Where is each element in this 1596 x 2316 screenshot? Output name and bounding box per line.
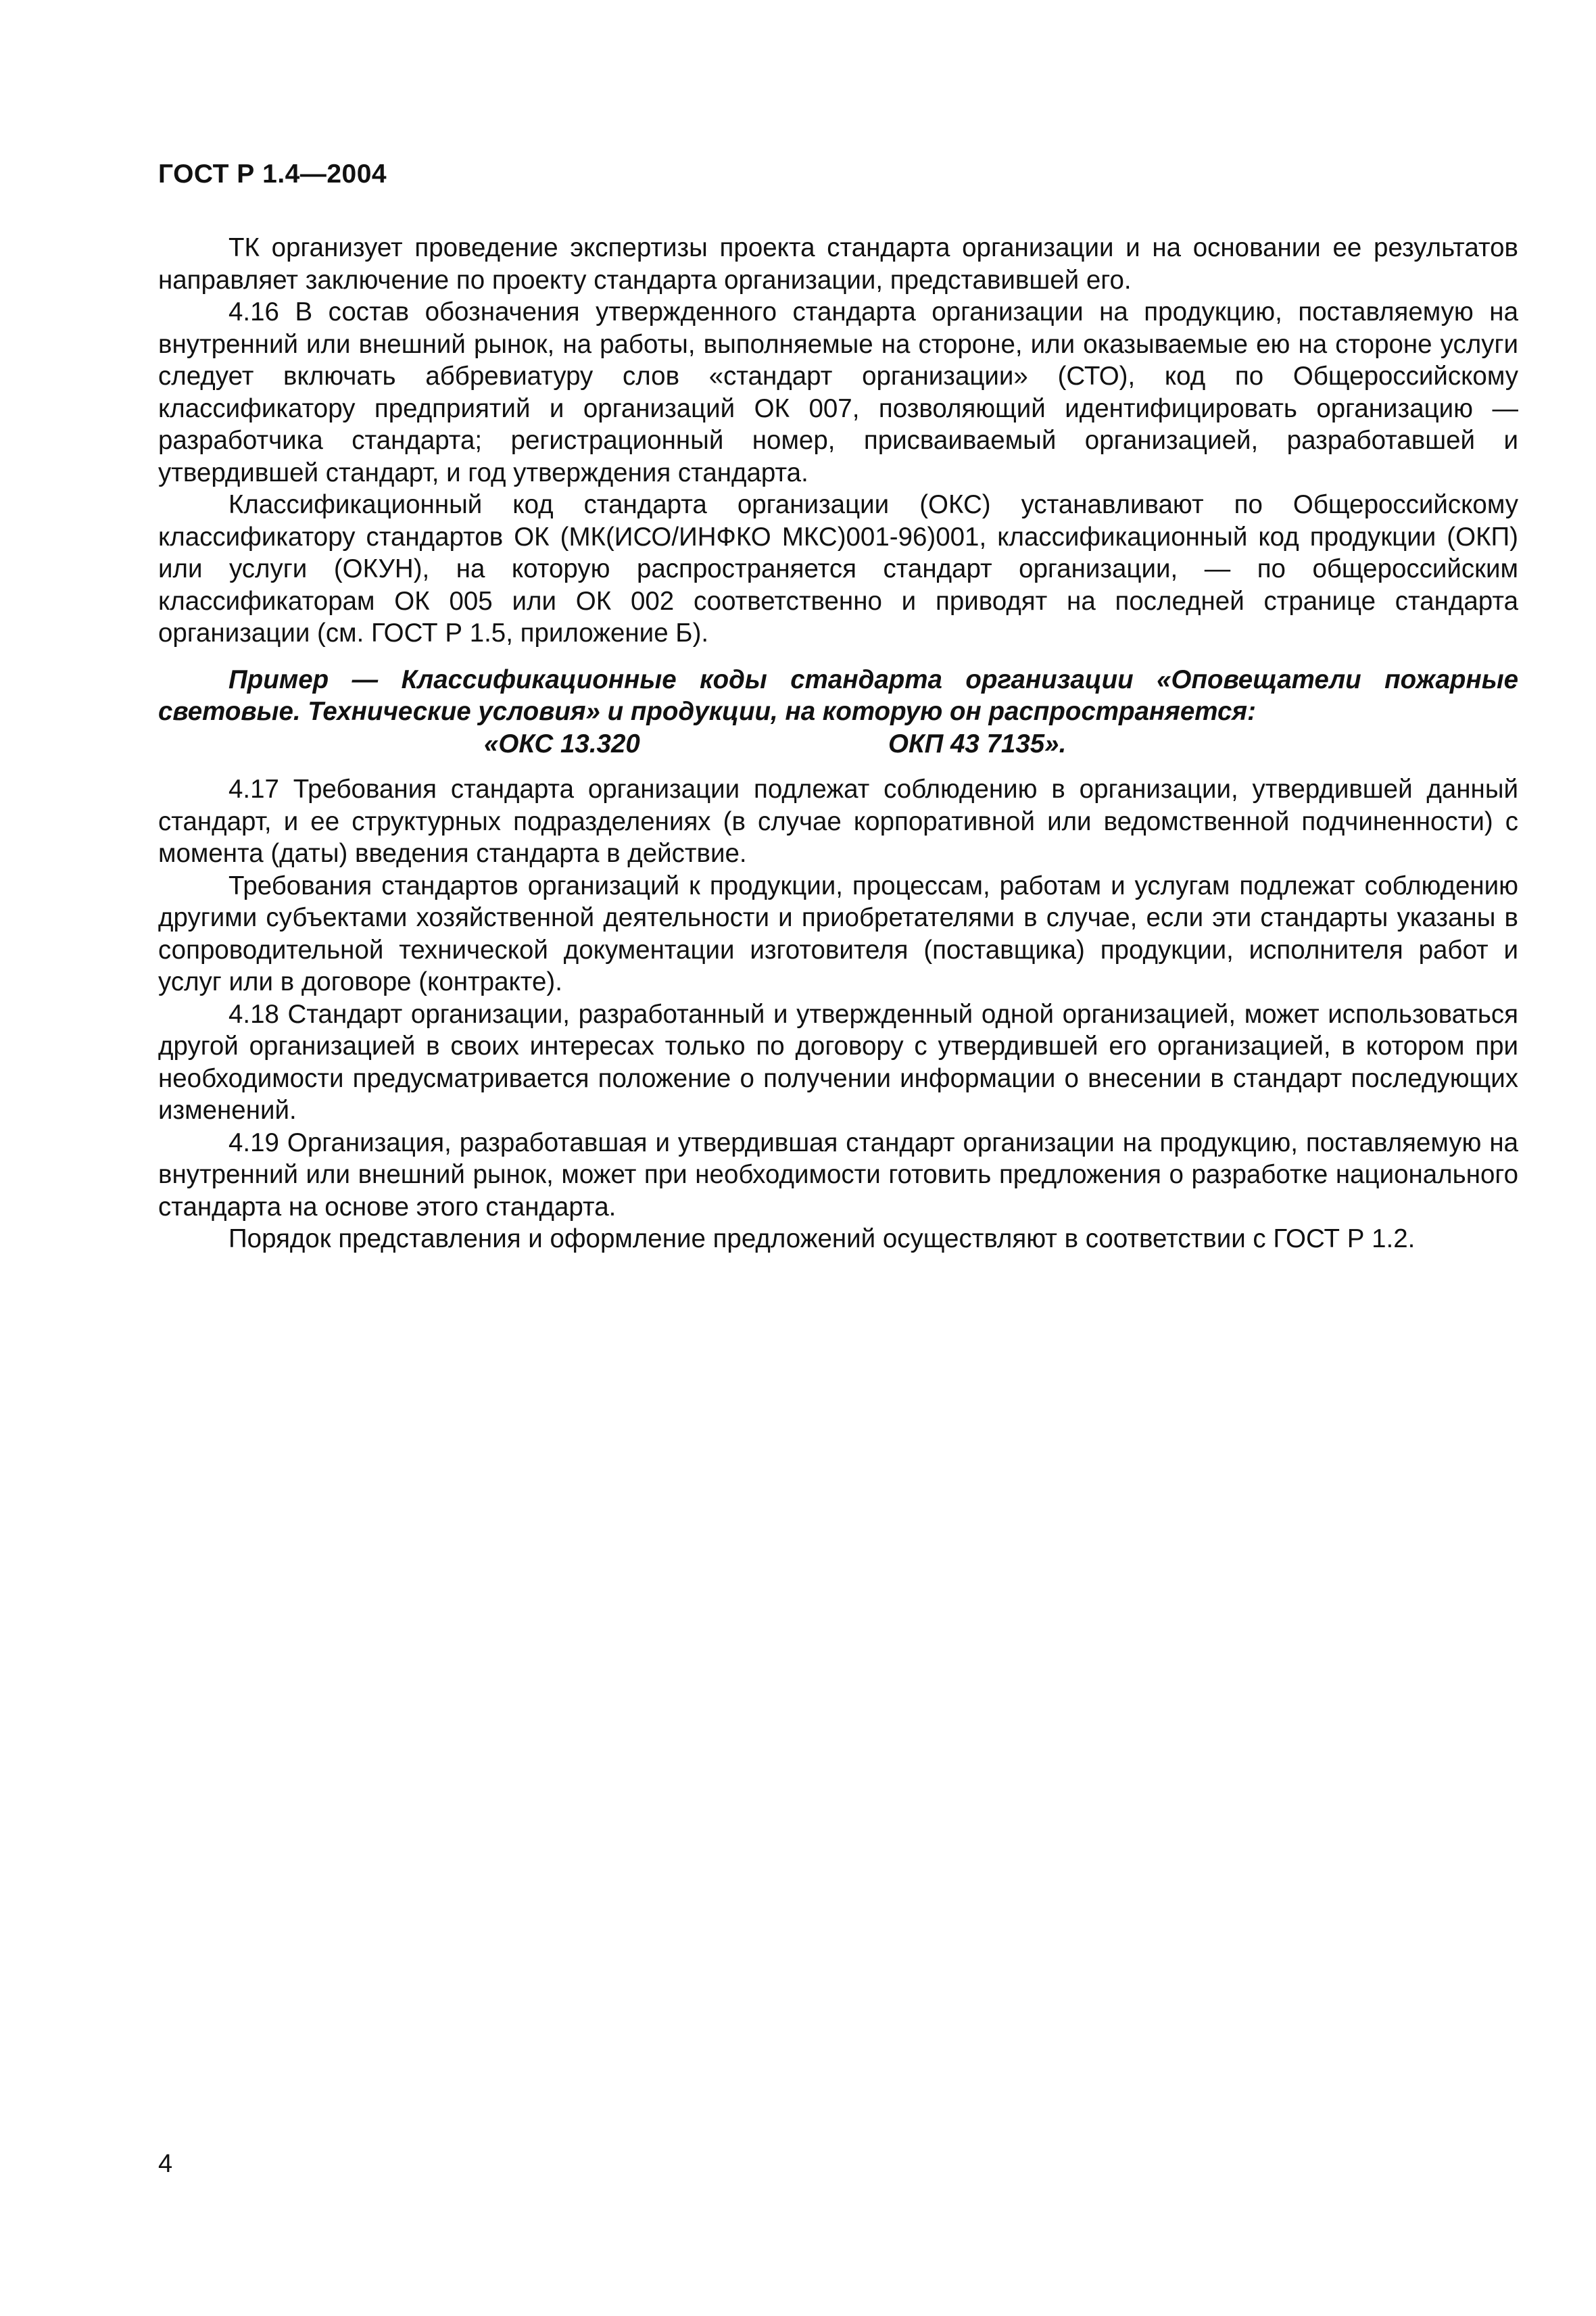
paragraph-4-16: 4.16 В состав обозначения утвержденного стандарта организации на продукцию, поставляемую на внутренний или внешний рынок, на работы, выполняемые на стороне, или оказываемые ею на стороне услуги следует включать аббревиатуру слов «стандарт организации» (СТО), код по Общероссийскому классификатору предприятий и организаций ОК 007, позволяющий идентифицировать организацию — разработчика стандарта; регистрационный номер, присваиваемый организацией, разработавшей и утвердившей стандарт, и год утверждения стандарта. <box>158 297 1518 487</box>
example-code-okp: ОКП 43 7135». <box>888 729 1067 758</box>
example-block <box>158 664 1518 761</box>
document-code-header: ГОСТ Р 1.4—2004 <box>158 160 387 189</box>
page-number: 4 <box>158 2150 173 2178</box>
document-body <box>158 232 1518 1255</box>
paragraph-4-19: 4.19 Организация, разработавшая и утвердившая стандарт организации на продукцию, поставляемую на внутренний или внешний рынок, может при необходимости готовить предложения о разработке национального стандарта на основе этого стандарта. <box>158 1128 1518 1222</box>
section-gap <box>158 760 1518 773</box>
example-code-oks: «ОКС 13.320 <box>484 729 640 758</box>
paragraph-4-17: 4.17 Требования стандарта организации подлежат соблюдению в организации, утвердившей данный стандарт, и ее структурных подразделениях (в случае корпоративной или ведомственной подчиненности) с момента (даты) введения стандарта в действие. <box>158 775 1518 868</box>
paragraph-4-18: 4.18 Стандарт организации, разработанный и утвержденный одной организацией, может использоваться другой организацией в своих интересах только по договору с утвердившей его организацией, в котором при необходимости предусматривается положение о получении информации о внесении в стандарт последующих изменений. <box>158 999 1518 1125</box>
paragraph-tk-expertise: ТК организует проведение экспертизы проекта стандарта организации и на основании ее результатов направляет заключение по проекту стандарта организации, представившей его. <box>158 233 1518 295</box>
paragraph-requirements-compliance: Требования стандартов организаций к продукции, процессам, работам и услугам подлежат соблюдению другими субъектами хозяйственной деятельности и приобретателями в случае, если эти стандарты указаны в сопроводительной технической документации изготовителя (поставщика) продукции, исполнителя работ и услуг или в договоре (контракте). <box>158 871 1518 996</box>
paragraph-classification-code: Классификационный код стандарта организации (ОКС) устанавливают по Общероссийскому классификатору стандартов ОК (МК(ИСО/ИНФКО МКС)001-96)001, классификационный код продукции (ОКП) или услуги (ОКУН), на которую распространяется стандарт организации, — по общероссийским классификаторам ОК 005 или ОК 002 соответственно и приводят на последней странице стандарта организации (см. ГОСТ Р 1.5, приложение Б). <box>158 490 1518 648</box>
example-codes <box>158 728 1518 761</box>
paragraph-submission-procedure: Порядок представления и оформление предложений осуществляют в соответствии с ГОСТ Р 1.2. <box>228 1224 1416 1253</box>
example-text: Пример — Классификационные коды стандарта организации «Оповещатели пожарные световые. Технические условия» и продукции, на которую он распространяется: <box>158 665 1518 726</box>
